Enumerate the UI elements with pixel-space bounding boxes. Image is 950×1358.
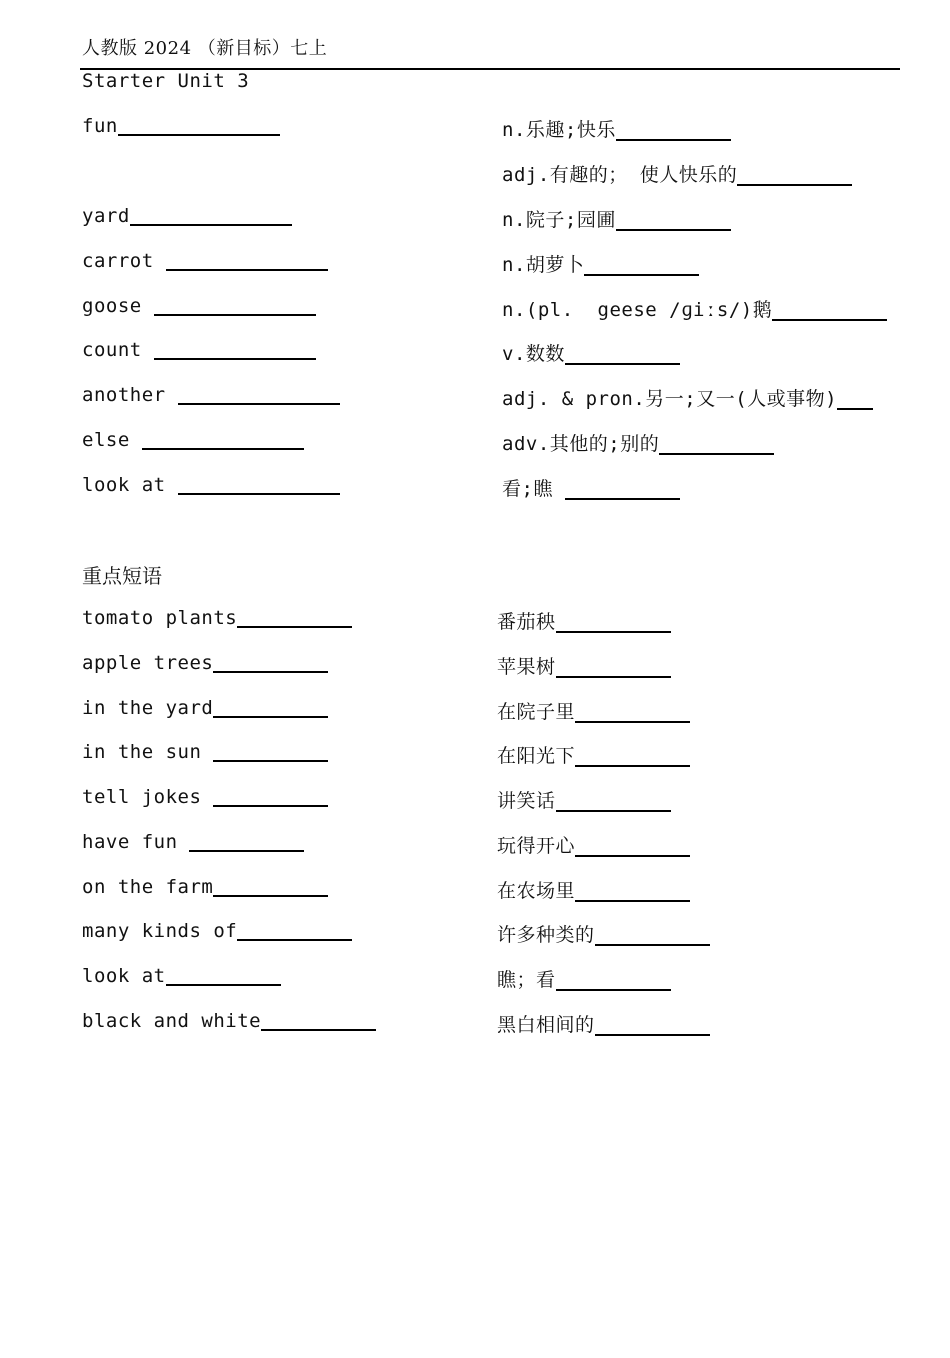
phrase-chinese: 在农场里 bbox=[497, 880, 576, 902]
answer-blank[interactable] bbox=[595, 1016, 710, 1036]
phrase-chinese: 讲笑话 bbox=[497, 790, 556, 812]
phrase-row bbox=[0, 876, 950, 912]
answer-blank[interactable] bbox=[659, 435, 774, 455]
phrase-row bbox=[0, 965, 950, 1001]
vocab-row bbox=[0, 339, 950, 375]
answer-blank[interactable] bbox=[213, 742, 328, 762]
phrase-english: apple trees bbox=[82, 652, 214, 674]
phrase-row bbox=[0, 607, 950, 643]
answer-blank[interactable] bbox=[237, 608, 352, 628]
phrase-english: black and white bbox=[82, 1010, 262, 1032]
answer-blank[interactable] bbox=[166, 251, 328, 271]
phrase-english: tomato plants bbox=[82, 607, 238, 629]
vocab-row bbox=[0, 160, 950, 196]
phrase-chinese: 玩得开心 bbox=[497, 835, 576, 857]
phrase-row bbox=[0, 1010, 950, 1046]
answer-blank[interactable] bbox=[737, 166, 852, 186]
vocab-word: carrot bbox=[82, 250, 166, 272]
answer-blank[interactable] bbox=[130, 206, 292, 226]
phrase-row bbox=[0, 652, 950, 688]
phrase-row bbox=[0, 741, 950, 777]
answer-blank[interactable] bbox=[616, 121, 731, 141]
answer-blank[interactable] bbox=[154, 340, 316, 360]
answer-blank[interactable] bbox=[837, 390, 873, 410]
vocab-meaning: v.数数 bbox=[502, 343, 565, 365]
vocab-meaning: n.(pl. geese /ɡiːs/)鹅 bbox=[502, 299, 773, 321]
vocab-word: fun bbox=[82, 115, 118, 137]
answer-blank[interactable] bbox=[118, 116, 280, 136]
phrase-english: tell jokes bbox=[82, 786, 214, 808]
document-header: 人教版 2024 （新目标）七上 bbox=[82, 38, 328, 59]
vocab-meaning: adj. & pron.另一;又一(人或事物) bbox=[502, 388, 838, 410]
answer-blank[interactable] bbox=[556, 971, 671, 991]
vocab-meaning: n.院子;园圃 bbox=[502, 209, 616, 231]
answer-blank[interactable] bbox=[616, 211, 731, 231]
phrase-english: have fun bbox=[82, 831, 190, 853]
answer-blank[interactable] bbox=[237, 921, 352, 941]
answer-blank[interactable] bbox=[213, 698, 328, 718]
answer-blank[interactable] bbox=[556, 792, 671, 812]
vocab-word: another bbox=[82, 384, 178, 406]
phrase-chinese: 许多种类的 bbox=[497, 924, 595, 946]
phrase-chinese: 黑白相间的 bbox=[497, 1014, 595, 1036]
phrase-row bbox=[0, 920, 950, 956]
phrase-chinese: 苹果树 bbox=[497, 656, 556, 678]
answer-blank[interactable] bbox=[584, 256, 699, 276]
vocab-word: yard bbox=[82, 205, 130, 227]
unit-title: Starter Unit 3 bbox=[82, 70, 250, 92]
answer-blank[interactable] bbox=[575, 747, 690, 767]
vocab-row bbox=[0, 295, 950, 331]
vocab-row bbox=[0, 429, 950, 465]
answer-blank[interactable] bbox=[575, 703, 690, 723]
answer-blank[interactable] bbox=[213, 877, 328, 897]
phrase-english: many kinds of bbox=[82, 920, 238, 942]
phrase-english: in the yard bbox=[82, 697, 214, 719]
vocab-meaning: adj.有趣的； 使人快乐的 bbox=[502, 164, 738, 186]
answer-blank[interactable] bbox=[556, 658, 671, 678]
answer-blank[interactable] bbox=[556, 613, 671, 633]
answer-blank[interactable] bbox=[772, 301, 887, 321]
phrase-row bbox=[0, 831, 950, 867]
phrase-row bbox=[0, 697, 950, 733]
vocab-meaning: n.胡萝卜 bbox=[502, 254, 585, 276]
vocab-row bbox=[0, 205, 950, 241]
answer-blank[interactable] bbox=[213, 787, 328, 807]
answer-blank[interactable] bbox=[166, 966, 281, 986]
answer-blank[interactable] bbox=[142, 430, 304, 450]
answer-blank[interactable] bbox=[565, 480, 680, 500]
answer-blank[interactable] bbox=[595, 926, 710, 946]
section-title: 重点短语 bbox=[82, 564, 162, 588]
answer-blank[interactable] bbox=[575, 882, 690, 902]
phrase-english: on the farm bbox=[82, 876, 214, 898]
vocab-meaning: n.乐趣;快乐 bbox=[502, 119, 616, 141]
answer-blank[interactable] bbox=[154, 296, 316, 316]
phrase-english: look at bbox=[82, 965, 166, 987]
vocab-row bbox=[0, 115, 950, 151]
answer-blank[interactable] bbox=[213, 653, 328, 673]
answer-blank[interactable] bbox=[178, 385, 340, 405]
phrase-chinese: 瞧；看 bbox=[497, 969, 556, 991]
vocab-row bbox=[0, 384, 950, 420]
vocab-meaning: adv.其他的;别的 bbox=[502, 433, 660, 455]
vocab-word: look at bbox=[82, 474, 178, 496]
phrase-chinese: 在院子里 bbox=[497, 701, 576, 723]
phrase-row bbox=[0, 786, 950, 822]
answer-blank[interactable] bbox=[189, 832, 304, 852]
phrase-chinese: 在阳光下 bbox=[497, 745, 576, 767]
vocab-row bbox=[0, 474, 950, 510]
vocab-word: goose bbox=[82, 295, 154, 317]
answer-blank[interactable] bbox=[575, 837, 690, 857]
vocab-row bbox=[0, 250, 950, 286]
phrase-chinese: 番茄秧 bbox=[497, 611, 556, 633]
vocab-word: count bbox=[82, 339, 154, 361]
vocab-meaning: 看;瞧 bbox=[502, 478, 565, 500]
answer-blank[interactable] bbox=[565, 345, 680, 365]
answer-blank[interactable] bbox=[178, 475, 340, 495]
vocab-word: else bbox=[82, 429, 142, 451]
phrase-english: in the sun bbox=[82, 741, 214, 763]
answer-blank[interactable] bbox=[261, 1011, 376, 1031]
